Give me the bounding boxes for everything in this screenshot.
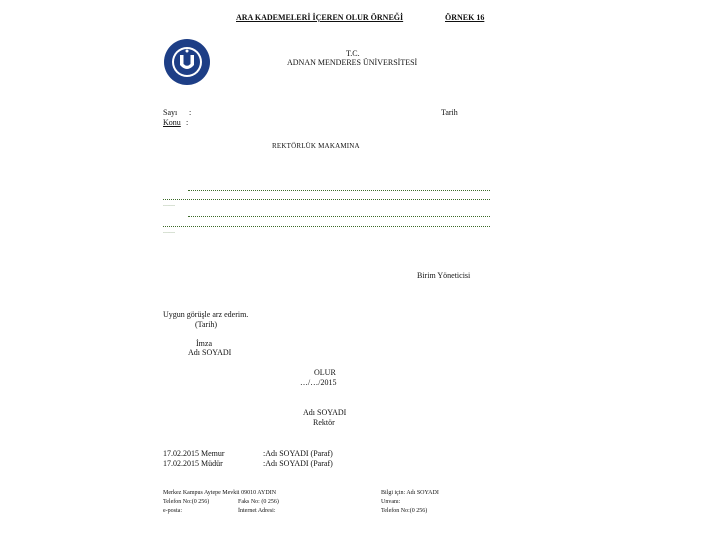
footer-address: Merkez Kampus Aytepe Mevkii 09010 AYDIN (163, 490, 277, 496)
body-dotted-line (188, 216, 490, 217)
footer-phone2: Telefon No:(0 256) (381, 508, 428, 514)
rector-title: Rektör (313, 418, 335, 427)
body-line-tail: …… (163, 229, 175, 235)
country-line: T.C. (346, 49, 360, 58)
sayi-label: Sayı (163, 108, 178, 117)
body-dotted-line (163, 199, 490, 200)
body-dotted-line (188, 190, 490, 191)
footer-email: e-posta: (163, 508, 182, 514)
footer-fax: Faks No: (0 256) (238, 499, 279, 505)
university-seal-icon (163, 38, 211, 86)
unit-manager: Birim Yöneticisi (417, 271, 471, 280)
konu-label: Konu (163, 118, 181, 127)
body-line-tail: …… (163, 202, 175, 208)
footer-position: Unvanı: (381, 499, 401, 505)
konu-colon: : (186, 118, 189, 127)
footer-phone: Telefon No:(0 256) (163, 499, 210, 505)
olur-date: …/…/2015 (300, 378, 337, 387)
paraph-date-role: 17.02.2015 Müdür (163, 459, 223, 468)
approval-line: Uygun görüşle arz ederim. (163, 310, 249, 319)
approval-date: (Tarih) (195, 320, 218, 329)
university-name: ADNAN MENDERES ÜNİVERSİTESİ (287, 58, 418, 67)
footer-contact: Bilgi için: Adı SOYADI (381, 490, 439, 496)
example-number: ÖRNEK 16 (445, 13, 485, 22)
sayi-colon: : (189, 108, 192, 117)
paraph-date-role: 17.02.2015 Memur (163, 449, 225, 458)
tarih-label: Tarih (441, 108, 458, 117)
signer-name: Adı SOYADI (188, 348, 232, 357)
footer-web: İnternet Adresi: (238, 508, 276, 514)
body-dotted-line (163, 226, 490, 227)
document-title: ARA KADEMELERİ İÇEREN OLUR ÖRNEĞİ (236, 13, 404, 22)
rector-name: Adı SOYADI (303, 408, 347, 417)
signature-label: İmza (196, 339, 212, 348)
paraph-name: :Adı SOYADI (Paraf) (263, 449, 333, 458)
paraph-name: :Adı SOYADI (Paraf) (263, 459, 333, 468)
olur-label: OLUR (314, 368, 336, 377)
addressee: REKTÖRLÜK MAKAMINA (272, 142, 360, 150)
